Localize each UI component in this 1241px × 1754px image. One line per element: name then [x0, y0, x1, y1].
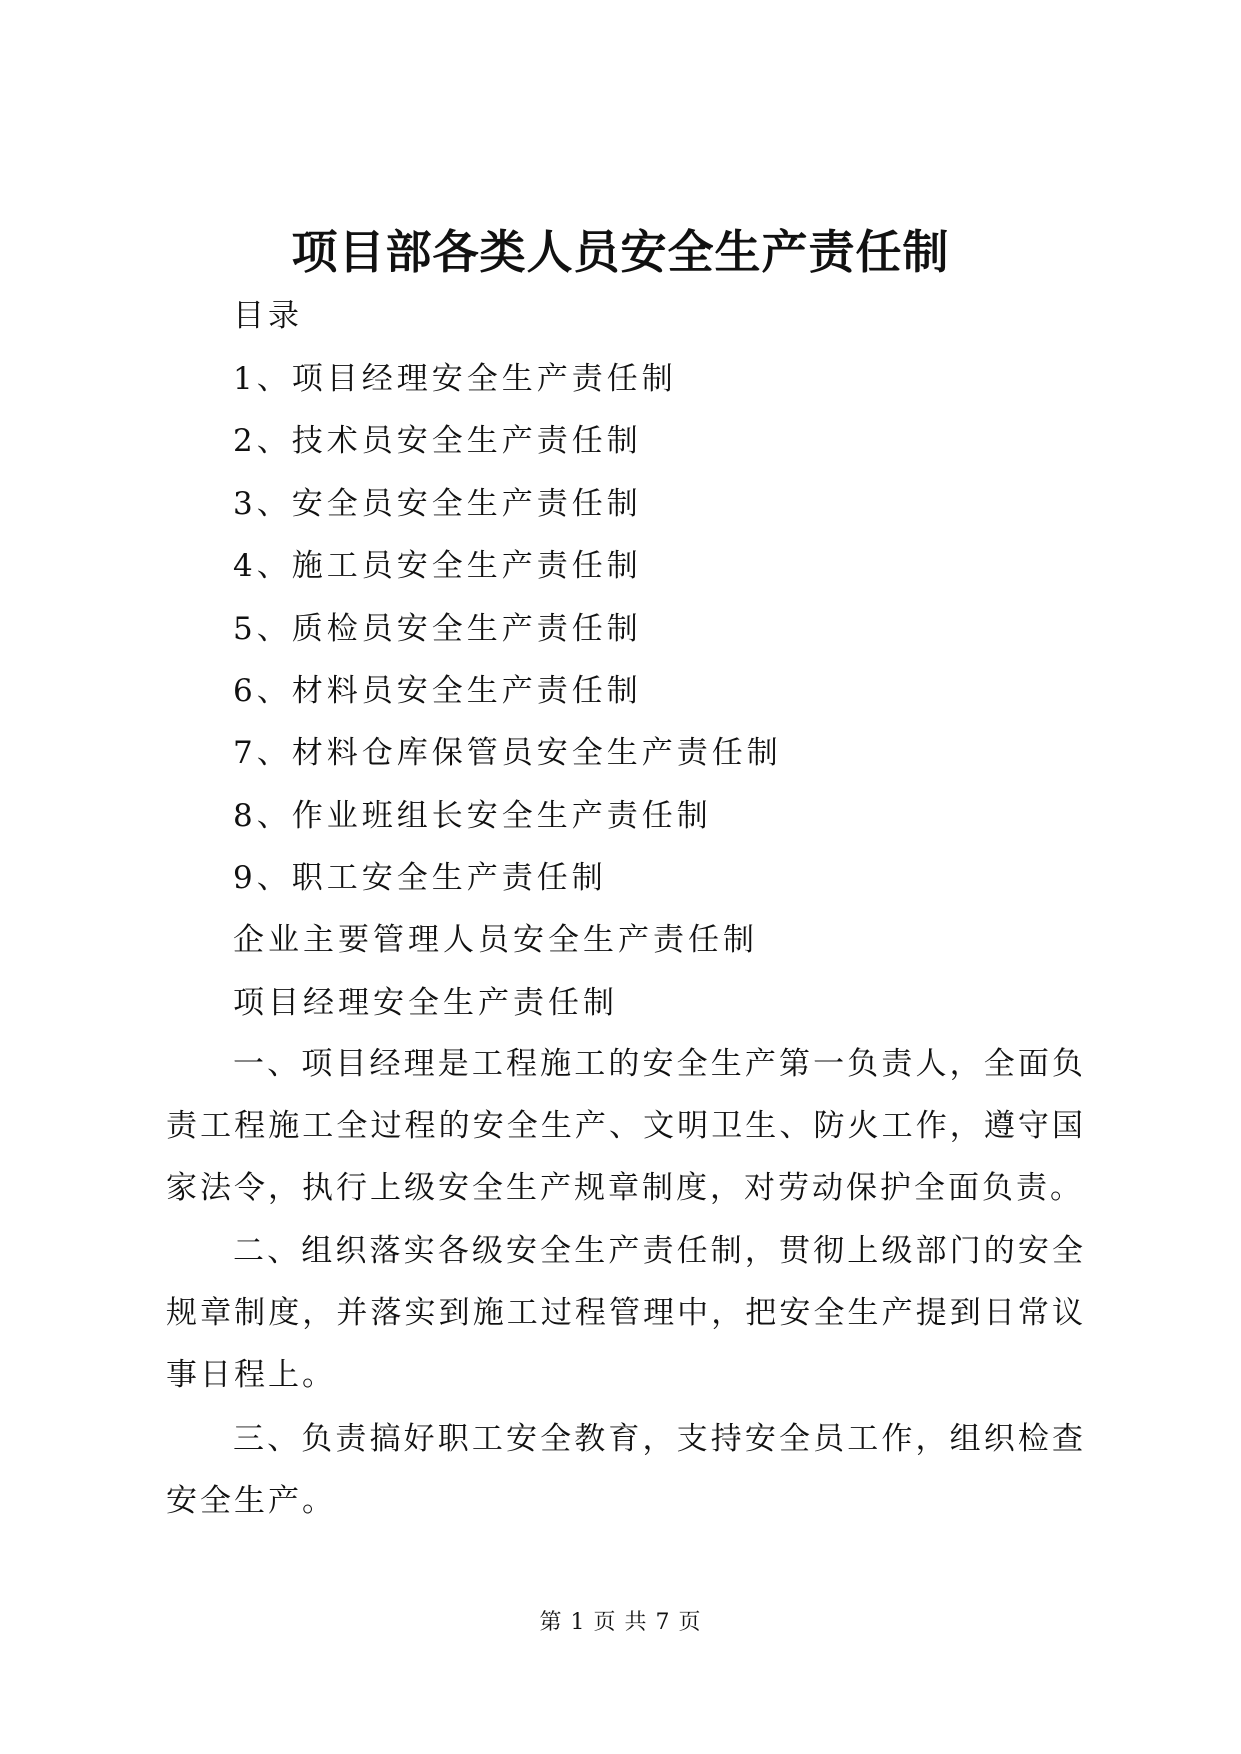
toc-item: 1、项目经理安全生产责任制: [233, 361, 677, 397]
body-paragraph: 一、项目经理是工程施工的安全生产第一负责人，全面负责工程施工全过程的安全生产、文明卫生、防火工作，遵守国家法令，执行上级安全生产规章制度，对劳动保护全面负责。: [166, 1046, 1086, 1206]
toc-item: 9、职工安全生产责任制: [233, 860, 607, 897]
toc-item: 3、安全员安全生产责任制: [233, 485, 642, 522]
body-paragraph: 三、负责搞好职工安全教育，支持安全员工作，组织检查安全生产。: [166, 1421, 1086, 1519]
table-of-contents: [233, 359, 782, 921]
toc-item: 8、作业班组长安全生产责任制: [233, 797, 712, 834]
toc-item: 5、质检员安全生产责任制: [233, 610, 642, 647]
section-heading: 企业主要管理人员安全生产责任制: [233, 922, 758, 958]
toc-item: 4、施工员安全生产责任制: [233, 548, 642, 585]
subsection-heading: 项目经理安全生产责任制: [233, 985, 618, 1021]
toc-item: 7、材料仓库保管员安全生产责任制: [233, 735, 782, 772]
document-title: 项目部各类人员安全生产责任制: [291, 225, 950, 279]
toc-item: 2、技术员安全生产责任制: [233, 423, 642, 460]
toc-item: 6、材料员安全生产责任制: [233, 672, 642, 709]
toc-heading: 目录: [233, 298, 303, 334]
page-footer: 第 1 页 共 7 页: [539, 1610, 702, 1635]
body-paragraph: 二、组织落实各级安全生产责任制，贯彻上级部门的安全规章制度，并落实到施工过程管理中，把安全生产提到日常议事日程上。: [166, 1233, 1086, 1393]
